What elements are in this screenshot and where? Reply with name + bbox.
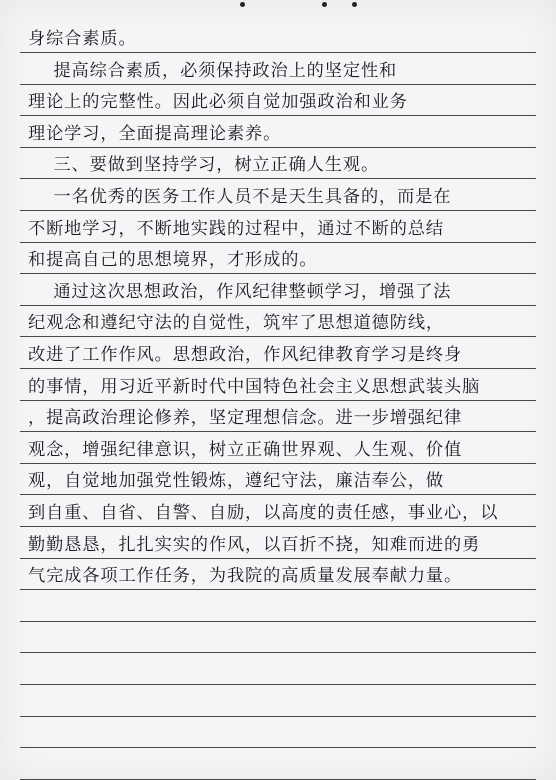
- text-line-2: 提高综合素质，必须保持政治上的坚定性和: [28, 60, 398, 81]
- text-line-7: 不断地学习，不断地实践的过程中，通过不断的总结: [28, 218, 445, 239]
- text-line-14: 观念，增强纪律意识，树立正确世界观、人生观、价值: [28, 439, 463, 460]
- ruled-line: [20, 147, 536, 148]
- ruled-line: [20, 400, 536, 401]
- ruled-line: [20, 305, 536, 306]
- ruled-line: [20, 558, 536, 559]
- ruled-line: [20, 463, 536, 464]
- text-line-4: 理论学习，全面提高理论素养。: [28, 123, 282, 144]
- text-line-5: 三、要做到坚持学习，树立正确人生观。: [28, 155, 380, 176]
- ruled-line: [20, 494, 536, 495]
- text-line-17: 勤勤恳恳，扎扎实实的作风，以百折不挠，知难而进的勇: [28, 534, 481, 555]
- ruled-line: [20, 621, 536, 622]
- ruled-line: [20, 84, 536, 85]
- ruled-line: [20, 589, 536, 590]
- text-line-18: 气完成各项工作任务，为我院的高质量发展奉献力量。: [28, 566, 463, 587]
- ruled-line: [20, 368, 536, 369]
- ruled-line: [20, 115, 536, 116]
- ruled-line: [20, 526, 536, 527]
- ruled-line: [20, 684, 536, 685]
- text-line-16: 到自重、自省、自警、自励，以高度的责任感，事业心，以: [28, 503, 499, 523]
- text-line-13: ，提高政治理论修养，坚定理想信念。进一步增强纪律: [28, 408, 463, 429]
- text-line-11: 改进了工作作风。思想政治，作风纪律教育学习是终身: [28, 345, 463, 365]
- ruled-line: [20, 431, 536, 432]
- text-line-8: 和提高自己的思想境界，才形成的。: [28, 250, 318, 271]
- ruled-line: [20, 747, 536, 748]
- text-line-3: 理论上的完整性。因此必须自觉加强政治和业务: [28, 92, 408, 113]
- text-line-10: 纪观念和遵纪守法的自觉性，筑牢了思想道德防线，: [28, 313, 445, 334]
- text-line-1: 身综合素质。: [28, 29, 137, 49]
- ruled-line: [20, 52, 536, 53]
- ruled-line: [20, 336, 536, 337]
- text-line-9: 通过这次思想政治，作风纪律整顿学习，增强了法: [28, 281, 452, 302]
- text-line-6: 一名优秀的医务工作人员不是天生具备的，而是在: [28, 187, 452, 207]
- ruled-line: [20, 716, 536, 717]
- ruled-line: [20, 210, 536, 211]
- ruled-line: [20, 178, 536, 179]
- ruled-line: [20, 242, 536, 243]
- ruled-line: [20, 652, 536, 653]
- ruled-line: [20, 273, 536, 274]
- text-line-15: 观，自觉地加强党性锻炼，遵纪守法，廉洁奉公，做: [28, 471, 445, 492]
- text-line-12: 的事情，用习近平新时代中国特色社会主义思想武装头脑: [28, 376, 481, 397]
